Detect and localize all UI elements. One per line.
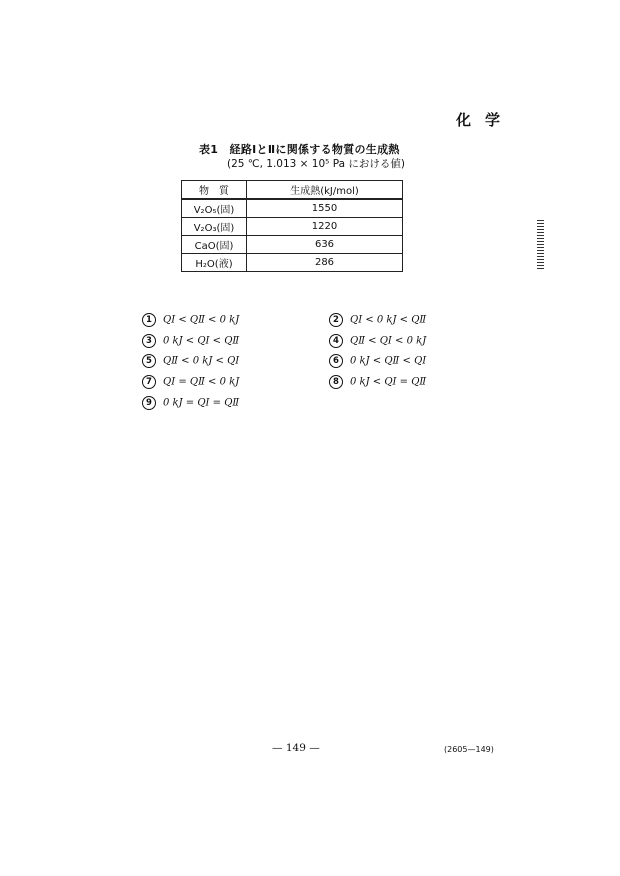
table-header-row <box>182 181 403 200</box>
choice-4[interactable] <box>329 334 426 348</box>
choice-text: 0 kJ < QⅠ < QⅡ <box>163 335 240 347</box>
choice-text: QⅡ < 0 kJ < QⅠ <box>163 355 240 367</box>
choice-7[interactable] <box>142 375 239 389</box>
table-row <box>182 218 403 236</box>
registration-marks <box>537 220 544 270</box>
column-header-heat: 生成熱(kJ/mol) <box>247 181 403 200</box>
choice-text: QⅠ = QⅡ < 0 kJ <box>163 376 240 388</box>
table-cell-heat: 1220 <box>247 218 403 236</box>
heat-of-formation-table <box>181 180 403 272</box>
choice-1[interactable] <box>142 313 239 327</box>
table-cell-substance: V₂O₅(固) <box>182 199 247 218</box>
choice-8[interactable] <box>329 375 426 389</box>
choice-3[interactable] <box>142 334 239 348</box>
choice-text: 0 kJ = QⅠ = QⅡ <box>163 397 240 409</box>
page-number: — 149 — <box>272 742 320 754</box>
table-cell-heat: 636 <box>247 236 403 254</box>
choice-number: 5 <box>142 354 156 368</box>
choice-number: 2 <box>329 313 343 327</box>
choice-2[interactable] <box>329 313 426 327</box>
choice-number: 9 <box>142 396 156 410</box>
table-row <box>182 236 403 254</box>
choice-text: 0 kJ < QⅠ = QⅡ <box>350 376 427 388</box>
subject-title: 化学 <box>456 111 515 129</box>
table-caption: 表1 経路ⅠとⅡに関係する物質の生成熱 <box>199 143 400 156</box>
table-condition: (25 ℃, 1.013 × 10⁵ Pa における値) <box>227 158 405 170</box>
choice-number: 6 <box>329 354 343 368</box>
choice-text: QⅠ < QⅡ < 0 kJ <box>163 314 240 326</box>
table-row <box>182 199 403 218</box>
table-row <box>182 254 403 272</box>
choice-5[interactable] <box>142 354 239 368</box>
choice-text: QⅠ < 0 kJ < QⅡ <box>350 314 427 326</box>
table-cell-substance: V₂O₃(固) <box>182 218 247 236</box>
table-cell-substance: H₂O(液) <box>182 254 247 272</box>
choice-number: 4 <box>329 334 343 348</box>
choice-number: 8 <box>329 375 343 389</box>
choice-number: 7 <box>142 375 156 389</box>
column-header-substance: 物 質 <box>182 181 247 200</box>
choice-6[interactable] <box>329 354 426 368</box>
choice-9[interactable] <box>142 396 239 410</box>
table-cell-substance: CaO(固) <box>182 236 247 254</box>
table-cell-heat: 286 <box>247 254 403 272</box>
choice-number: 3 <box>142 334 156 348</box>
table-cell-heat: 1550 <box>247 199 403 218</box>
exam-code: (2605—149) <box>444 745 494 754</box>
choice-text: 0 kJ < QⅡ < QⅠ <box>350 355 427 367</box>
choice-number: 1 <box>142 313 156 327</box>
choice-text: QⅡ < QⅠ < 0 kJ <box>350 335 427 347</box>
